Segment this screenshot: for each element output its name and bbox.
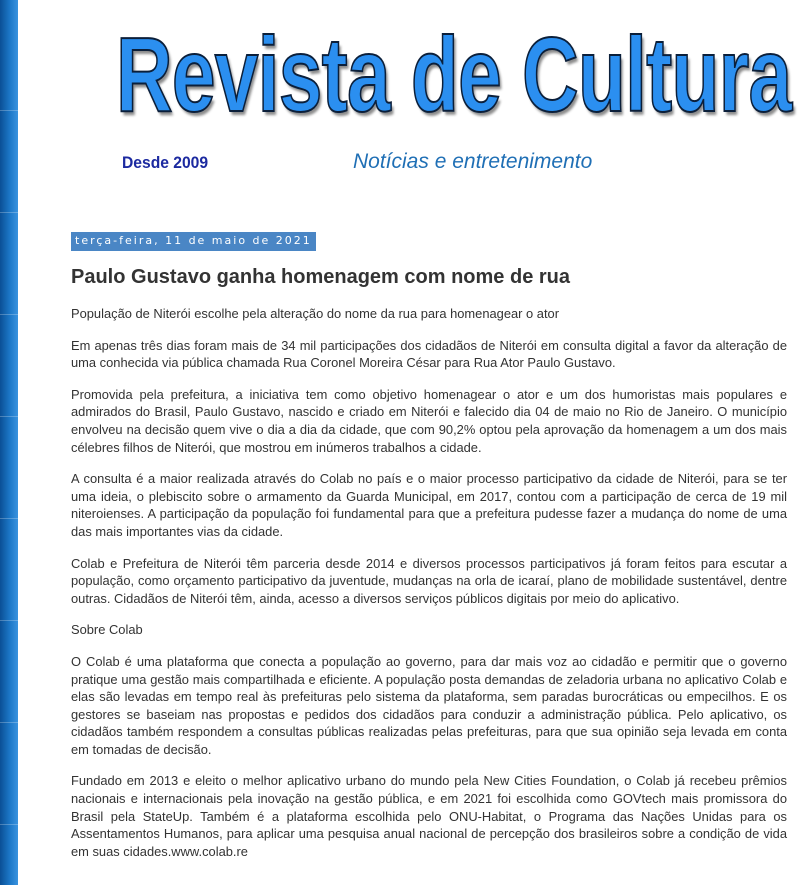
post-date-header: terça-feira, 11 de maio de 2021 <box>71 232 316 251</box>
post-paragraph: Em apenas três dias foram mais de 34 mil participações dos cidadãos de Niterói em consulta digital a favor da alteração de uma conhecida via pública chamada Rua Coronel Moreira César para Rua Ator Paulo Gustavo. <box>71 337 787 371</box>
blog-post <box>71 229 787 874</box>
blog-title[interactable]: Revista de Cultura <box>116 16 792 134</box>
post-paragraph: Colab e Prefeitura de Niterói têm parceria desde 2014 e diversos processos participativos já foram feitos para escutar a população, como orçamento participativo da juventude, mudanças na orla de icaraí, plano de mobilidade sustentável, dentre outras. Cidadãos de Niterói têm, ainda, acesso a diversos serviços públicos digitais por meio do aplicativo. <box>71 555 787 606</box>
post-paragraph: Promovida pela prefeitura, a iniciativa tem como objetivo homenagear o ator e um dos humoristas mais populares e admirados do Brasil, Paulo Gustavo, nascido e criado em Niterói e falecido dia 04 de maio no Rio de Janeiro. O município envolveu na decisão quem vive o dia a dia da cidade, que com 90,2% optou pela aprovação da homenagem a um dos mais célebres filhos de Niterói, que mostrou em inúmeros trabalhos a cidade. <box>71 386 787 455</box>
post-subheading: Sobre Colab <box>71 622 143 638</box>
blog-header <box>0 0 810 200</box>
post-paragraph: A consulta é a maior realizada através do Colab no país e o maior processo participativo da cidade de Niterói, para se ter uma ideia, o plebiscito sobre o armamento da Guarda Municipal, em 2017, contou com a participação de cerca de 19 mil niteroienses. A participação da população foi fundamental para que a prefeitura pudesse fazer a mudança do nome de uma das mais importantes vias da cidade. <box>71 471 787 539</box>
post-paragraph: Fundado em 2013 e eleito o melhor aplicativo urbano do mundo pela New Cities Foundation, o Colab já recebeu prêmios nacionais e internacionais pela inovação na gestão pública, e em 2021 foi escolhida como GOVtech mais promissora do Brasil pela StateUp. Também é a plataforma escolhida pelo ONU-Habitat, o Programa das Nações Unidas para os Assentamentos Humanos, para aplicar uma pesquisa anual nacional de percepção dos brasileiros sobre a condição de vida em suas cidades.www.colab.re <box>71 773 787 859</box>
post-paragraph: O Colab é uma plataforma que conecta a população ao governo, para dar mais voz ao cidadão e permitir que o governo pratique uma gestão mais compartilhada e eficiente. A população posta demandas de zeladoria urbana no aplicativo Colab e elas são levadas em tempo real às prefeituras pelo sistema da plataforma, sem paradas burocráticas ou empecilhos. E os gestores se baseiam nas propostas e pedidos dos cidadãos para conduzir a administração pública. Pelo aplicativo, os cidadãos também respondem a consultas públicas realizadas pelas prefeituras, para que sua opinião seja levada em conta em tomadas de decisão. <box>71 653 787 757</box>
post-title[interactable]: Paulo Gustavo ganha homenagem com nome de rua <box>71 266 570 288</box>
blog-tagline: Notícias e entretenimento <box>353 150 593 173</box>
post-body <box>71 305 787 860</box>
post-paragraph: População de Niterói escolhe pela alteração do nome da rua para homenagear o ator <box>71 306 560 321</box>
since-label: Desde 2009 <box>122 153 209 172</box>
